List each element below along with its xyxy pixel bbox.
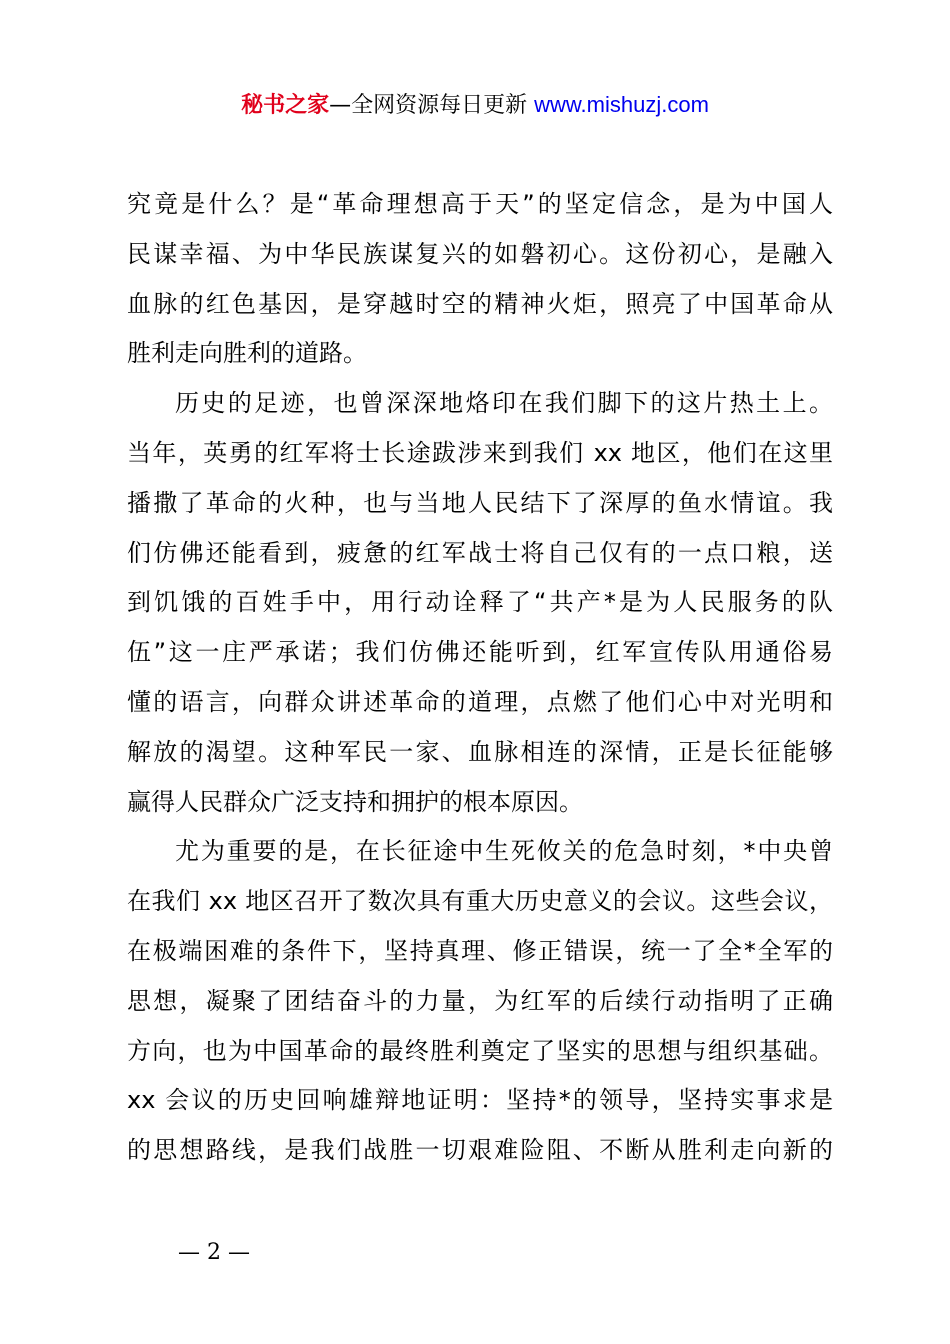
text-line: 到饥饿的百姓手中，用行动诠释了“共产*是为人民服务的队 [127,588,833,617]
text-line: 历史的足迹，也曾深深地烙印在我们脚下的这片热土上。 [175,389,833,418]
text-line: 懂的语言，向群众讲述革命的道理，点燃了他们心中对光明和 [127,687,833,716]
text-line: 解放的渴望。这种军民一家、血脉相连的深情，正是长征能够 [127,737,833,766]
text-line: 赢得人民群众广泛支持和拥护的根本原因。 [127,787,583,816]
text-line: 胜利走向胜利的道路。 [127,339,367,368]
text-line: 在极端困难的条件下，坚持真理、修正错误，统一了全*全军的 [127,936,833,965]
text-line: 民谋幸福、为中华民族谋复兴的如磐初心。这份初心，是融入 [127,239,833,268]
brand-name: 秘书之家 [241,93,330,118]
header-slogan: —全网资源每日更新 [329,93,535,118]
text-line: 当年，英勇的红军将士长途跋涉来到我们 xx 地区，他们在这里 [127,438,833,467]
text-line: 究竟是什么？是“革命理想高于天”的坚定信念，是为中国人 [127,190,833,218]
site-url-link[interactable]: www.mishuzj.com [534,92,709,117]
text-line: 在我们 xx 地区召开了数次具有重大历史意义的会议。这些会议， [127,887,833,916]
page-number: — 2 — [178,1240,250,1265]
text-line: 思想，凝聚了团结奋斗的力量，为红军的后续行动指明了正确 [127,986,833,1015]
document-body [127,180,833,1176]
text-line: 尤为重要的是，在长征途中生死攸关的危急时刻，*中央曾 [175,837,833,866]
text-line: 的思想路线，是我们战胜一切艰难险阻、不断从胜利走向新的 [127,1136,833,1165]
text-line: 血脉的红色基因，是穿越时空的精神火炬，照亮了中国革命从 [127,289,833,318]
text-line: 伍”这一庄严承诺；我们仿佛还能听到，红军宣传队用通俗易 [127,638,833,667]
text-line: xx 会议的历史回响雄辩地证明：坚持*的领导，坚持实事求是 [127,1086,833,1115]
text-line: 播撒了革命的火种，也与当地人民结下了深厚的鱼水情谊。我 [127,488,833,517]
text-line: 们仿佛还能看到，疲惫的红军战士将自己仅有的一点口粮，送 [127,538,833,567]
site-header [0,88,950,123]
text-line: 方向，也为中国革命的最终胜利奠定了坚实的思想与组织基础。 [127,1036,833,1065]
